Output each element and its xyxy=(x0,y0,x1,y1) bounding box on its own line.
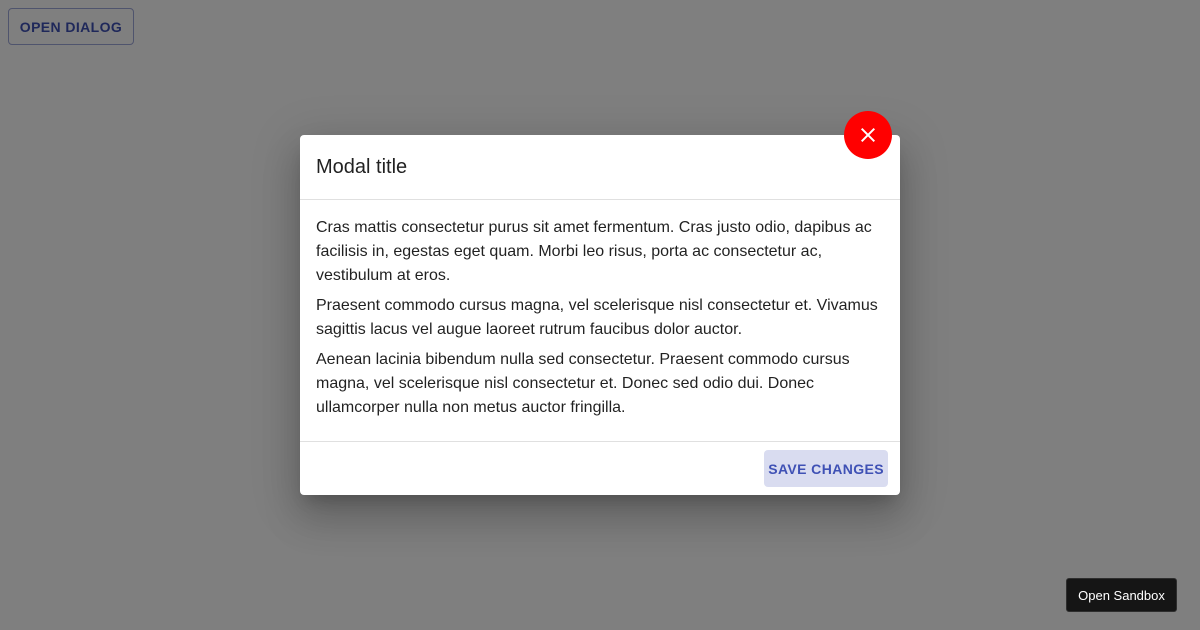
dialog-content xyxy=(316,216,886,426)
dialog-title: Modal title xyxy=(316,156,408,178)
dialog-paragraph: Praesent commodo cursus magna, vel scelerisque nisl consectetur et. Vivamus sagittis lacus vel augue laoreet rutrum faucibus dolor auctor. xyxy=(316,297,878,338)
dialog-paragraph: Aenean lacinia bibendum nulla sed consectetur. Praesent commodo cursus magna, vel scelerisque nisl consectetur et. Donec sed odio dui. Donec ullamcorper nulla non metus auctor fringilla. xyxy=(316,351,850,416)
close-button[interactable] xyxy=(844,111,892,159)
close-icon xyxy=(856,123,880,147)
modal-dialog xyxy=(300,135,900,495)
actions-divider xyxy=(300,441,900,442)
dialog-paragraph: Cras mattis consectetur purus sit amet fermentum. Cras justo odio, dapibus ac facilisis in, egestas eget quam. Morbi leo risus, porta ac consectetur ac, vestibulum at eros. xyxy=(316,219,872,284)
open-sandbox-button[interactable]: Open Sandbox xyxy=(1066,578,1177,612)
title-divider xyxy=(300,199,900,200)
save-changes-button[interactable]: SAVE CHANGES xyxy=(764,450,888,487)
